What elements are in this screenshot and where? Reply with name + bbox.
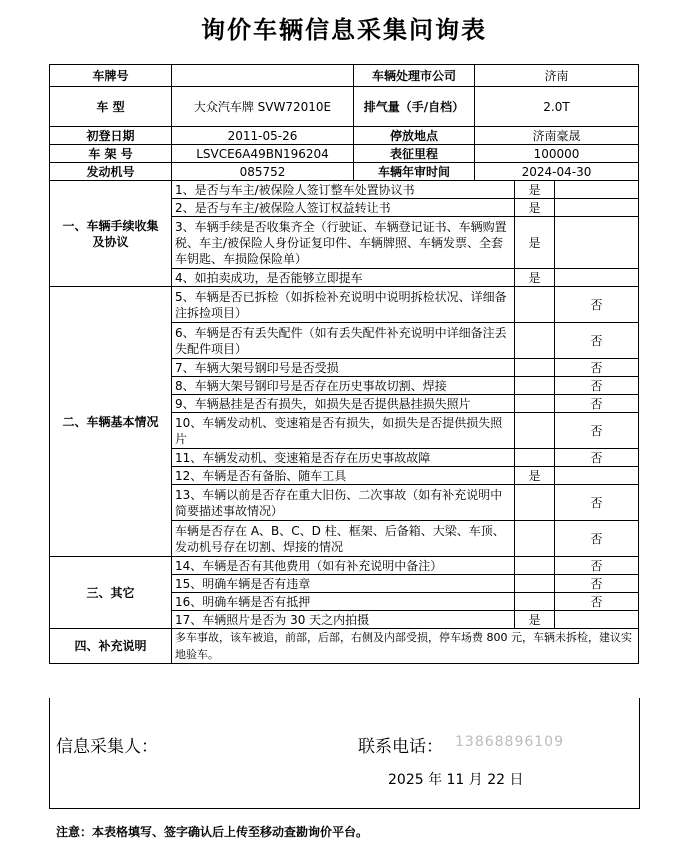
mileage-value: 100000 xyxy=(475,145,639,163)
question-text: 16、明确车辆是否有抵押 xyxy=(172,593,515,611)
answer-yes xyxy=(515,287,555,323)
supplement-text: 多车事故，该车被追，前部，后部，右侧及内部受损，停车场费 800 元，车辆未拆检，建议实地验车。 xyxy=(172,629,639,664)
plate-value xyxy=(172,65,354,87)
answer-yes: 是 xyxy=(515,181,555,199)
question-text: 1、是否与车主/被保险人签订整车处置协议书 xyxy=(172,181,515,199)
footer-note: 注意：本表格填写、签字确认后上传至移动查勘询价平台。 xyxy=(56,825,369,839)
answer-yes xyxy=(515,593,555,611)
answer-no: 否 xyxy=(555,395,639,413)
company-label: 车辆处理市公司 xyxy=(354,65,475,87)
question-text: 2、是否与车主/被保险人签订权益转让书 xyxy=(172,199,515,217)
answer-yes xyxy=(515,575,555,593)
engine-value: 085752 xyxy=(172,163,354,181)
answer-no xyxy=(555,269,639,287)
model-label: 车 型 xyxy=(50,87,172,127)
supplement-label: 四、补充说明 xyxy=(50,629,172,664)
question-text: 14、车辆是否有其他费用（如有补充说明中备注） xyxy=(172,557,515,575)
answer-no: 否 xyxy=(555,449,639,467)
answer-no xyxy=(555,467,639,485)
signature-date: 2025 年 11 月 22 日 xyxy=(388,772,524,788)
answer-yes xyxy=(515,413,555,449)
answer-yes: 是 xyxy=(515,199,555,217)
first-reg-label: 初登日期 xyxy=(50,127,172,145)
answer-no: 否 xyxy=(555,557,639,575)
answer-yes xyxy=(515,395,555,413)
answer-yes: 是 xyxy=(515,467,555,485)
question-text: 5、车辆是否已拆检（如拆检补充说明中说明拆检状况、详细备注拆捡项目） xyxy=(172,287,515,323)
question-text: 6、车辆是否有丢失配件（如有丢失配件补充说明中详细备注丢失配件项目） xyxy=(172,323,515,359)
answer-no: 否 xyxy=(555,575,639,593)
displacement-label: 排气量（手/自档） xyxy=(354,87,475,127)
answer-no: 否 xyxy=(555,359,639,377)
answer-no xyxy=(555,199,639,217)
answer-yes xyxy=(515,557,555,575)
question-text: 11、车辆发动机、变速箱是否存在历史事故故障 xyxy=(172,449,515,467)
answer-no xyxy=(555,611,639,629)
question-row xyxy=(50,557,639,575)
answer-yes xyxy=(515,323,555,359)
question-text: 7、车辆大架号钢印号是否受损 xyxy=(172,359,515,377)
section-title: 二、车辆基本情况 xyxy=(50,287,172,557)
answer-no: 否 xyxy=(555,485,639,521)
phone-label: 联系电话： xyxy=(358,737,443,757)
answer-yes xyxy=(515,359,555,377)
answer-yes: 是 xyxy=(515,611,555,629)
mileage-label: 表征里程 xyxy=(354,145,475,163)
answer-yes xyxy=(515,377,555,395)
phone-value: 13868896109 xyxy=(455,734,564,750)
question-text: 3、车辆手续是否收集齐全（行驶证、车辆登记证书、车辆购置税、车主/被保险人身份证复印件、车辆牌照、车辆发票、全套车钥匙、车损险保险单） xyxy=(172,217,515,269)
question-text: 4、如拍卖成功，是否能够立即提车 xyxy=(172,269,515,287)
answer-no: 否 xyxy=(555,377,639,395)
question-text: 15、明确车辆是否有违章 xyxy=(172,575,515,593)
inquiry-table xyxy=(49,64,639,664)
model-value: 大众汽车牌 SVW72010E xyxy=(172,87,354,127)
answer-yes xyxy=(515,449,555,467)
answer-no xyxy=(555,217,639,269)
answer-yes: 是 xyxy=(515,217,555,269)
question-row xyxy=(50,287,639,323)
answer-yes xyxy=(515,521,555,557)
question-text: 10、车辆发动机、变速箱是否有损失，如损失是否提供损失照片 xyxy=(172,413,515,449)
inspect-label: 车辆年审时间 xyxy=(354,163,475,181)
answer-no: 否 xyxy=(555,323,639,359)
form-title: 询价车辆信息采集问询表 xyxy=(201,16,487,44)
section-title: 一、车辆手续收集及协议 xyxy=(50,181,172,287)
question-row xyxy=(50,181,639,199)
question-text: 9、车辆悬挂是否有损失，如损失是否提供悬挂损失照片 xyxy=(172,395,515,413)
answer-yes: 是 xyxy=(515,269,555,287)
question-text: 17、车辆照片是否为 30 天之内拍摄 xyxy=(172,611,515,629)
frame-label: 车 架 号 xyxy=(50,145,172,163)
question-text: 12、车辆是否有备胎、随车工具 xyxy=(172,467,515,485)
answer-yes xyxy=(515,485,555,521)
park-label: 停放地点 xyxy=(354,127,475,145)
answer-no: 否 xyxy=(555,593,639,611)
answer-no: 否 xyxy=(555,521,639,557)
section-title: 三、其它 xyxy=(50,557,172,629)
first-reg-value: 2011-05-26 xyxy=(172,127,354,145)
answer-no xyxy=(555,181,639,199)
park-value: 济南豪晟 xyxy=(475,127,639,145)
inspect-value: 2024-04-30 xyxy=(475,163,639,181)
question-text: 13、车辆以前是否存在重大旧伤、二次事故（如有补充说明中简要描述事故情况） xyxy=(172,485,515,521)
answer-no: 否 xyxy=(555,287,639,323)
company-value: 济南 xyxy=(475,65,639,87)
displacement-value: 2.0T xyxy=(475,87,639,127)
plate-label: 车牌号 xyxy=(50,65,172,87)
question-text: 8、车辆大架号钢印号是否存在历史事故切割、焊接 xyxy=(172,377,515,395)
answer-no: 否 xyxy=(555,413,639,449)
frame-value: LSVCE6A49BN196204 xyxy=(172,145,354,163)
engine-label: 发动机号 xyxy=(50,163,172,181)
question-text: 车辆是否存在 A、B、C、D 柱、框架、后备箱、大梁、车顶、发动机号存在切割、焊接的情况 xyxy=(172,521,515,557)
collector-label: 信息采集人： xyxy=(56,737,158,757)
